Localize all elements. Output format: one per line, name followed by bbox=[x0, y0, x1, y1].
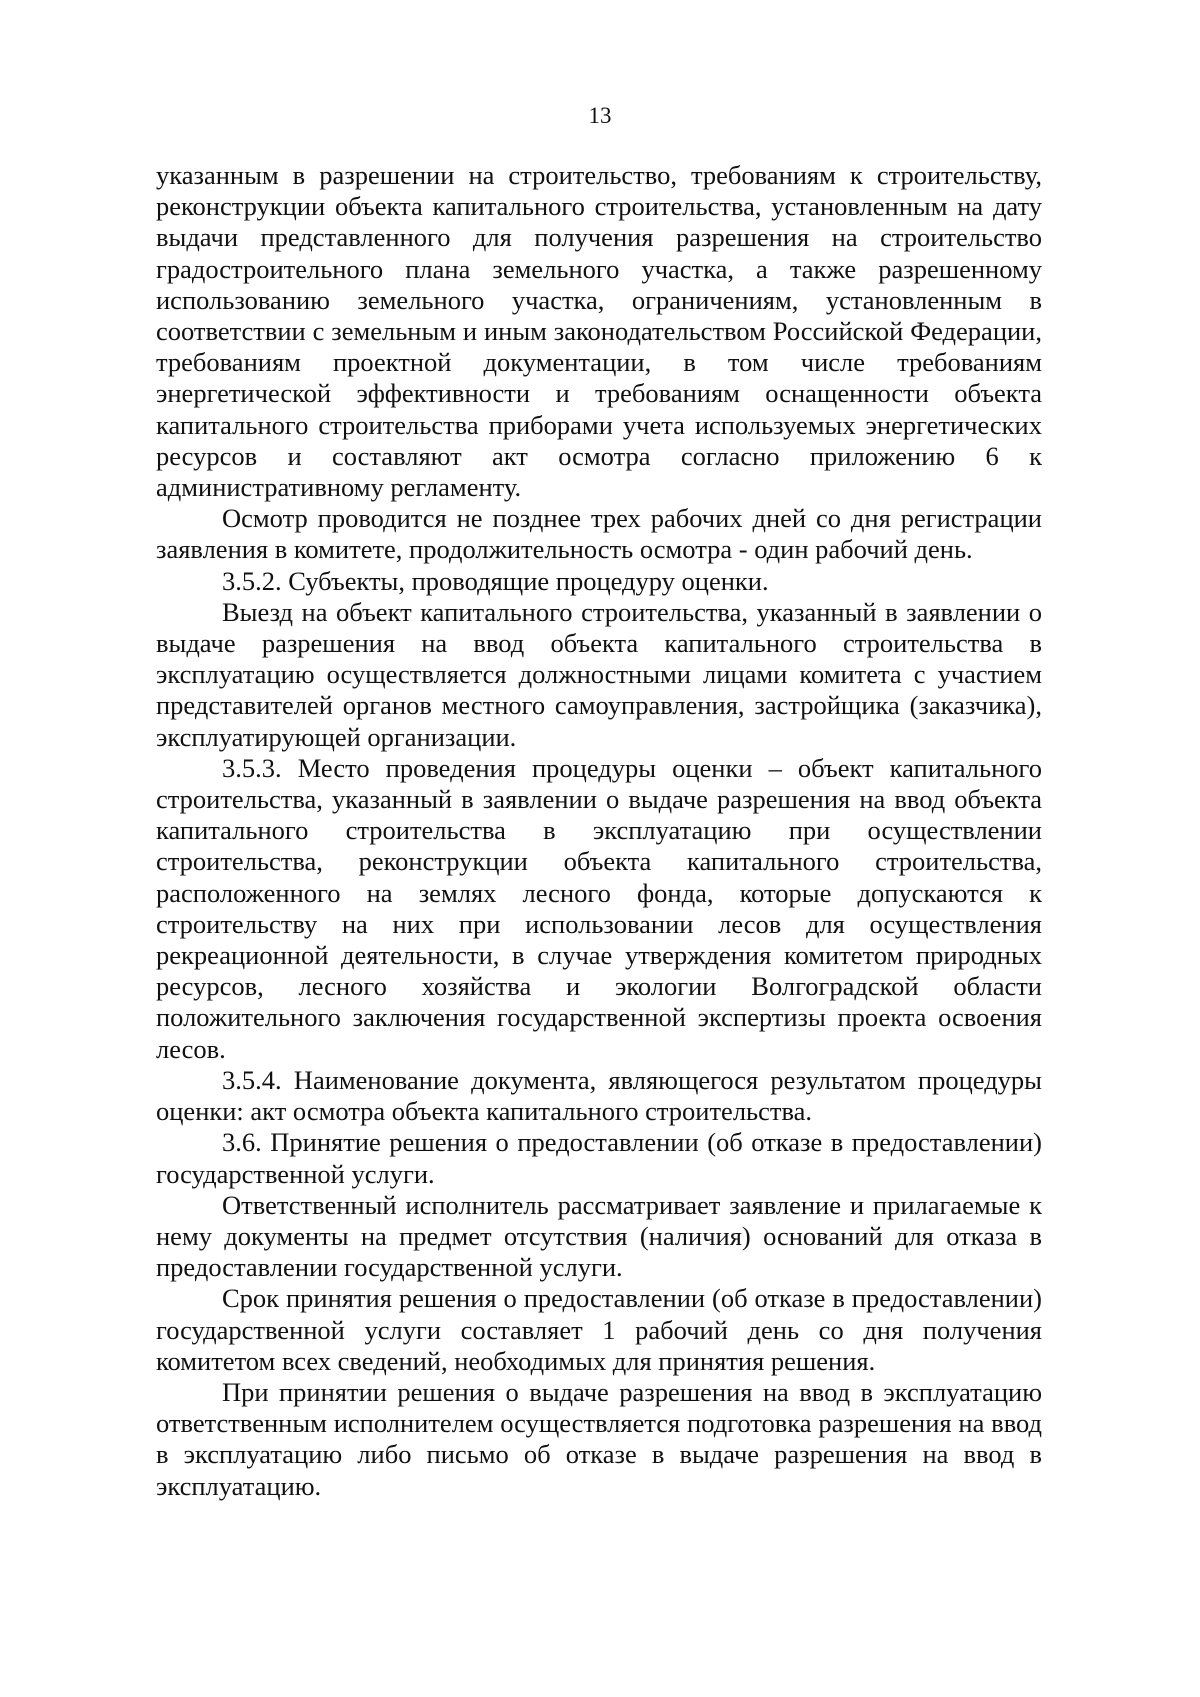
paragraph-decision-term: Срок принятия решения о предоставлении (об отказе в предоставлении) государственной услуги составляет 1 рабочий день со дня получения комитетом всех сведений, необходимых для принятия решения. bbox=[156, 1283, 1042, 1376]
paragraph-site-visit: Выезд на объект капитального строительства, указанный в заявлении о выдаче разрешения на ввод объекта капитального строительства в эксплуатацию осуществляется должностными лицами комитета с участием представителей органов местного самоуправления, застройщика (заказчика), эксплуатирующей организации. bbox=[156, 596, 1042, 752]
page-number: 13 bbox=[588, 103, 612, 128]
paragraph-3-5-3-location: 3.5.3. Место проведения процедуры оценки – объект капитального строительства, указанный в заявлении о выдаче разрешения на ввод объекта капитального строительства в эксплуатацию при осуществлении строительства, реконструкции объекта капитального строительства, расположенного на землях лесного фонда, которые допускаются к строительству на них при использовании лесов для осуществления рекреационной деятельности, в случае утверждения комитетом природных ресурсов, лесного хозяйства и экологии Волгоградской области положительного заключения государственной экспертизы проекта освоения лесов. bbox=[156, 752, 1042, 1064]
paragraph-permit-preparation: При принятии решения о выдаче разрешения на ввод в эксплуатацию ответственным исполнителем осуществляется подготовка разрешения на ввод в эксплуатацию либо письмо об отказе в выдаче разрешения на ввод в эксплуатацию. bbox=[156, 1376, 1042, 1501]
document-body bbox=[156, 160, 1042, 1502]
paragraph-inspection-timing: Осмотр проводится не позднее трех рабочих дней со дня регистрации заявления в комитете, продолжительность осмотра - один рабочий день. bbox=[156, 503, 1042, 565]
paragraph-3-5-2-heading: 3.5.2. Субъекты, проводящие процедуру оценки. bbox=[222, 565, 769, 596]
paragraph-review-application: Ответственный исполнитель рассматривает заявление и прилагаемые к нему документы на предмет отсутствия (наличия) оснований для отказа в предоставлении государственной услуги. bbox=[156, 1189, 1042, 1283]
paragraph-continued-inspection-requirements: указанным в разрешении на строительство, требованиям к строительству, реконструкции объекта капитального строительства, установленным на дату выдачи представленного для получения разрешения на строительство градостроительного плана земельного участка, а также разрешенному использованию земельного участка, ограничениям, установленным в соответствии с земельным и иным законодательством Российской Федерации, требованиям проектной документации, в том числе требованиям энергетической эффективности и требованиям оснащенности объекта капитального строительства приборами учета используемых энергетических ресурсов и составляют акт осмотра согласно приложению 6 к административному регламенту. bbox=[156, 160, 1042, 503]
paragraph-3-5-4-document-name: 3.5.4. Наименование документа, являющегося результатом процедуры оценки: акт осмотра объекта капитального строительства. bbox=[156, 1064, 1042, 1127]
paragraph-3-6-heading: 3.6. Принятие решения о предоставлении (об отказе в предоставлении) государственной услуги. bbox=[156, 1127, 1042, 1189]
